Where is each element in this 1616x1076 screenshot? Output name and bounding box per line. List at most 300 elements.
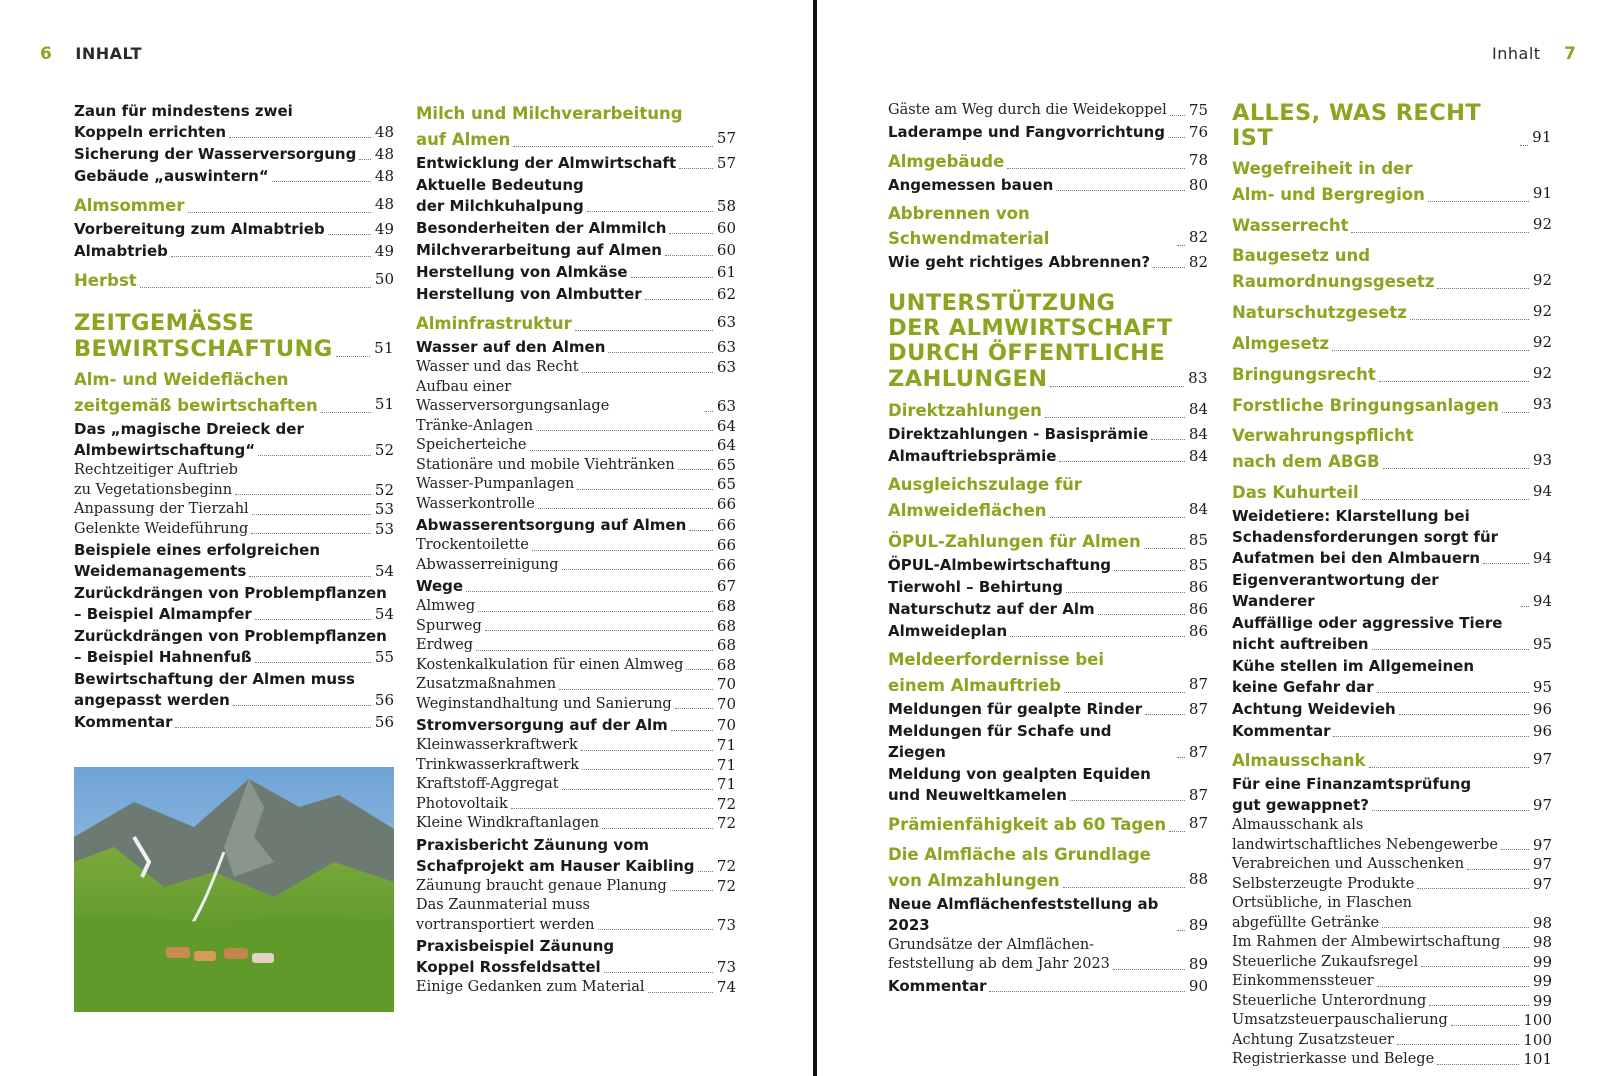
toc-page-number: 50: [374, 270, 394, 288]
toc-entry: [74, 311, 394, 362]
toc-entry: [1232, 656, 1552, 698]
toc-entry-title-line: ZAHLUNGEN: [888, 365, 1048, 392]
dot-leader: [1399, 714, 1529, 715]
dot-leader: [587, 211, 713, 212]
toc-page-number: 92: [1532, 333, 1552, 351]
toc-page-number: 89: [1188, 955, 1208, 973]
toc-entry: [888, 936, 1208, 975]
toc-entry: [416, 337, 736, 358]
toc-entry: [1232, 1011, 1552, 1031]
toc-entry: [416, 310, 736, 336]
toc-entry-title-line: ÖPUL-Zahlungen für Almen: [888, 531, 1141, 551]
dot-leader: [1429, 1005, 1529, 1006]
toc-page-number: 53: [374, 519, 394, 538]
dot-leader: [1410, 319, 1529, 320]
dot-leader: [175, 727, 370, 728]
toc-page-number: 63: [716, 397, 736, 415]
toc-page-number: 71: [716, 736, 736, 754]
toc-page-number: 62: [716, 285, 736, 303]
toc-entry: [74, 241, 394, 262]
dot-leader: [1010, 636, 1185, 637]
toc-entry: [74, 267, 394, 293]
toc-entry-title-line: Schadensforderungen sorgt für: [1232, 528, 1499, 546]
dot-leader: [1437, 288, 1528, 289]
toc-page-number: 96: [1532, 700, 1552, 718]
toc-entry-title-line: Praxisbericht Zäunung vom: [416, 835, 650, 854]
toc-entry-title-line: ZEITGEMÄSSE: [74, 310, 255, 336]
dot-leader: [608, 352, 713, 353]
toc-entry: [416, 153, 736, 174]
toc-page-number: 60: [716, 219, 736, 237]
dot-leader: [1351, 232, 1528, 233]
dot-leader: [272, 181, 371, 182]
toc-entry-title-line: Spurweg: [416, 617, 482, 634]
toc-entry-title-line: Kommentar: [1232, 722, 1331, 740]
toc-page-number: 66: [716, 555, 736, 574]
toc-page-number: 100: [1523, 1030, 1552, 1049]
dot-leader: [140, 287, 371, 288]
toc-entry-title-line: Schafprojekt am Hauser Kaibling: [416, 856, 695, 875]
toc-entry-title-line: Raumordnungsgesetz: [1232, 272, 1435, 291]
toc-page-number: 68: [716, 655, 736, 674]
toc-entry: [888, 555, 1208, 576]
toc-page-number: 63: [716, 358, 736, 376]
toc-entry-title-line: Baugesetz und: [1232, 246, 1371, 265]
dot-leader: [1177, 757, 1185, 758]
toc-entry: [74, 712, 394, 733]
dot-leader: [485, 630, 713, 631]
toc-entry-title-line: BEWIRTSCHAFTUNG: [74, 336, 333, 362]
toc-entry: [416, 978, 736, 998]
toc-entry: [416, 656, 736, 676]
toc-page-number: 65: [716, 455, 736, 474]
toc-entry-title-line: Direktzahlungen - Basisprämie: [888, 424, 1149, 443]
dot-leader: [235, 494, 371, 495]
toc-page-number: 85: [1188, 555, 1208, 574]
toc-column-3: [888, 101, 1208, 997]
dot-leader: [705, 411, 713, 412]
toc-entry: [888, 842, 1208, 893]
toc-entry: [1232, 570, 1552, 612]
toc-entry-title-line: Einkommenssteuer: [1232, 973, 1374, 989]
toc-entry: [416, 262, 736, 283]
toc-page-number: 101: [1523, 1050, 1552, 1068]
toc-page-number: 70: [716, 694, 736, 713]
toc-entry-title-line: Photovoltaik: [416, 795, 508, 812]
toc-page-number: 48: [374, 167, 394, 185]
dot-leader: [1437, 1064, 1519, 1065]
toc-entry: [416, 756, 736, 776]
toc-page-number: 96: [1532, 722, 1552, 740]
right-running-header: [1492, 44, 1576, 64]
toc-entry-title-line: Herstellung von Almkäse: [416, 263, 628, 281]
toc-entry: [888, 148, 1208, 174]
dot-leader: [478, 611, 713, 612]
toc-page-number: 52: [374, 480, 394, 499]
dot-leader: [1520, 145, 1528, 146]
dot-leader: [321, 412, 371, 413]
toc-entry-title-line: Kleinwasserkraftwerk: [416, 737, 578, 753]
toc-page-number: 87: [1188, 699, 1208, 718]
toc-page-number: 87: [1188, 742, 1208, 761]
toc-entry: [1232, 953, 1552, 973]
toc-entry-title-line: – Beispiel Almampfer: [74, 605, 252, 623]
toc-entry-title-line: Almsommer: [74, 196, 185, 215]
dot-leader: [1379, 381, 1529, 382]
toc-entry-title-line: Besonderheiten der Almmilch: [416, 219, 667, 237]
toc-page-number: 66: [716, 516, 736, 534]
toc-entry-title-line: Weidetiere: Klarstellung bei: [1232, 507, 1470, 525]
toc-page-number: 98: [1532, 933, 1552, 951]
toc-entry: [416, 378, 736, 417]
dot-leader: [582, 372, 713, 373]
dot-leader: [359, 159, 371, 160]
toc-page-number: 87: [1188, 813, 1208, 832]
dot-leader: [1369, 767, 1529, 768]
toc-page-number: 94: [1532, 592, 1552, 610]
dot-leader: [562, 569, 713, 570]
dot-leader: [1050, 517, 1185, 518]
toc-page-number: 82: [1188, 252, 1208, 271]
toc-page-number: 56: [374, 691, 394, 709]
toc-page-number: 63: [716, 338, 736, 356]
toc-entry: [74, 166, 394, 187]
toc-entry-title-line: Anpassung der Tierzahl: [74, 501, 249, 517]
toc-entry: [74, 461, 394, 500]
dot-leader: [1007, 168, 1185, 169]
toc-entry: [416, 436, 736, 456]
dot-leader: [669, 233, 712, 234]
toc-page-number: 85: [1188, 530, 1208, 549]
dot-leader: [671, 730, 713, 731]
dot-leader: [1483, 563, 1529, 564]
toc-entry: [888, 252, 1208, 273]
toc-page-number: 80: [1188, 175, 1208, 194]
toc-entry: [1232, 392, 1552, 418]
toc-entry-title-line: von Almzahlungen: [888, 870, 1060, 890]
toc-entry: [74, 419, 394, 461]
toc-page-number: 66: [716, 536, 736, 554]
toc-entry-title-line: Wege: [416, 577, 464, 595]
toc-entry: [1232, 816, 1552, 855]
toc-entry-title-line: ÖPUL-Almbewirtschaftung: [888, 555, 1111, 574]
toc-entry-title-line: Gebäude „auswintern“: [74, 167, 269, 185]
toc-page-number: 83: [1188, 368, 1208, 387]
dot-leader: [536, 430, 713, 431]
toc-entry-title-line: Für eine Finanzamtsprüfung: [1232, 775, 1472, 793]
dot-leader: [251, 533, 371, 534]
toc-page-number: 54: [374, 605, 394, 623]
toc-entry-title-line: Eigenverantwortung der Wanderer: [1232, 571, 1439, 610]
toc-entry-title-line: Abwasserreinigung: [416, 556, 559, 573]
dot-leader: [1383, 468, 1529, 469]
right-page-title: Inhalt: [1492, 44, 1541, 63]
toc-entry: [416, 495, 736, 515]
toc-entry: [416, 218, 736, 239]
toc-entry-title-line: Gelenkte Weideführung: [74, 520, 249, 537]
toc-page-number: 72: [716, 794, 736, 813]
dot-leader: [1059, 461, 1184, 462]
dot-leader: [1467, 869, 1529, 870]
toc-entry: [888, 811, 1208, 837]
dot-leader: [577, 489, 713, 490]
alpine-pasture-photo: [74, 767, 394, 1012]
dot-leader: [1397, 1044, 1519, 1045]
dot-leader: [1177, 930, 1185, 931]
toc-entry: [416, 896, 736, 935]
dot-leader: [689, 530, 713, 531]
toc-entry-title-line: Meldung von gealpten Equiden: [888, 764, 1151, 783]
toc-entry: [1232, 299, 1552, 325]
toc-page-number: 73: [716, 915, 736, 934]
dot-leader: [1417, 888, 1529, 889]
dot-leader: [670, 890, 713, 891]
toc-entry-title-line: Im Rahmen der Almbewirtschaftung: [1232, 934, 1501, 950]
toc-entry-title-line: Das „magische Dreieck der: [74, 420, 304, 438]
toc-entry: [416, 736, 736, 756]
toc-entry-title-line: vortransportiert werden: [416, 916, 595, 933]
toc-entry: [74, 219, 394, 240]
toc-entry-title-line: Rechtzeitiger Auftrieb: [74, 462, 238, 478]
dot-leader: [675, 708, 713, 709]
dot-leader: [1151, 439, 1185, 440]
toc-page-number: 70: [716, 675, 736, 693]
dot-leader: [336, 356, 370, 357]
dot-leader: [513, 146, 713, 147]
toc-entry: [1232, 747, 1552, 773]
toc-entry: [1232, 1050, 1552, 1070]
toc-entry: [1232, 506, 1552, 569]
toc-page-number: 92: [1532, 364, 1552, 382]
toc-entry-title-line: Ortsübliche, in Flaschen: [1232, 895, 1412, 911]
toc-page-number: 56: [374, 713, 394, 731]
toc-entry: [888, 721, 1208, 763]
toc-entry-title-line: nach dem ABGB: [1232, 452, 1380, 471]
dot-leader: [686, 669, 712, 670]
toc-entry: [1232, 699, 1552, 720]
toc-entry: [1232, 721, 1552, 742]
toc-entry-title-line: Wasserkontrolle: [416, 495, 535, 512]
toc-page-number: 64: [716, 436, 736, 454]
toc-page-number: 93: [1532, 451, 1552, 469]
toc-page-number: 75: [1188, 101, 1208, 119]
toc-entry: [74, 626, 394, 668]
dot-leader: [1170, 115, 1185, 116]
toc-page-number: 74: [716, 978, 736, 996]
toc-entry-title-line: Alm- und Weideflächen: [74, 370, 289, 389]
toc-entry-title-line: Herstellung von Almbutter: [416, 285, 642, 303]
left-running-header: [40, 44, 142, 64]
dot-leader: [1372, 649, 1529, 650]
toc-page-number: 94: [1532, 549, 1552, 567]
toc-entry: [888, 599, 1208, 620]
toc-entry-title-line: Wasser auf den Almen: [416, 338, 606, 356]
toc-entry-title-line: Umsatzsteuerpauschalierung: [1232, 1012, 1448, 1028]
toc-entry: [888, 424, 1208, 445]
toc-page-number: 87: [1188, 785, 1208, 804]
dot-leader: [1428, 201, 1529, 202]
toc-page-number: 48: [374, 145, 394, 163]
toc-page-number: 86: [1188, 577, 1208, 596]
dot-leader: [188, 212, 371, 213]
toc-entry-title-line: gut gewappnet?: [1232, 796, 1369, 814]
toc-entry-title-line: zeitgemäß bewirtschaften: [74, 396, 318, 415]
toc-entry: [416, 715, 736, 736]
toc-entry: [74, 101, 394, 143]
toc-entry: [888, 291, 1208, 392]
toc-page-number: 71: [716, 755, 736, 774]
toc-entry-title-line: Auffällige oder aggressive Tiere: [1232, 614, 1503, 632]
toc-entry-title-line: – Beispiel Hahnenfuß: [74, 648, 252, 666]
toc-page-number: 94: [1532, 482, 1552, 500]
toc-page-number: 64: [716, 416, 736, 435]
toc-entry: [74, 520, 394, 540]
toc-page-number: 84: [1188, 424, 1208, 443]
toc-entry: [1232, 972, 1552, 992]
toc-entry-title-line: Praxisbeispiel Zäunung: [416, 937, 615, 955]
toc-entry: [1232, 156, 1552, 207]
toc-entry: [74, 583, 394, 625]
toc-entry-title-line: Selbsterzeugte Produkte: [1232, 875, 1415, 892]
dot-leader: [598, 929, 713, 930]
toc-entry-title-line: Almausschank: [1232, 751, 1366, 770]
toc-entry-title-line: der Milchkuhalpung: [416, 197, 584, 215]
toc-entry-title-line: Kommentar: [74, 713, 173, 731]
dot-leader: [1066, 592, 1185, 593]
toc-page-number: 78: [1188, 150, 1208, 169]
toc-page-number: 98: [1532, 913, 1552, 932]
dot-leader: [1333, 736, 1528, 737]
toc-page-number: 84: [1188, 499, 1208, 518]
toc-page-number: 68: [716, 616, 736, 635]
toc-entry-title-line: ALLES, WAS RECHT IST: [1232, 100, 1482, 151]
toc-entry: [416, 795, 736, 815]
toc-entry-title-line: Forstliche Bringungsanlagen: [1232, 396, 1500, 415]
dot-leader: [249, 576, 371, 577]
toc-entry-title-line: Kraftstoff-Aggregat: [416, 776, 559, 792]
toc-entry: [416, 417, 736, 437]
toc-entry: [1232, 992, 1552, 1012]
toc-entry: [416, 556, 736, 576]
toc-page-number: 99: [1532, 952, 1552, 971]
toc-column-4: [1232, 101, 1552, 1070]
toc-page-number: 63: [716, 313, 736, 331]
toc-entry-title-line: Gäste am Weg durch die Weidekoppel: [888, 102, 1167, 118]
toc-entry-title-line: UNTERSTÜTZUNG: [888, 289, 1116, 316]
toc-entry: [416, 240, 736, 261]
dot-leader: [581, 750, 713, 751]
toc-entry-title-line: Neue Almflächenfeststellung ab 2023: [888, 894, 1159, 934]
toc-entry: [416, 515, 736, 536]
dot-leader: [1050, 386, 1184, 387]
toc-entry-title-line: Kleine Windkraftanlagen: [416, 815, 600, 831]
dot-leader: [1169, 831, 1185, 832]
toc-entry-title-line: Verwahrungspflicht: [1232, 426, 1414, 445]
toc-entry-title-line: Bewirtschaftung der Almen muss: [74, 670, 355, 688]
toc-page-number: 87: [1188, 674, 1208, 693]
dot-leader: [1056, 190, 1185, 191]
left-page-number: 6: [40, 44, 52, 64]
toc-entry: [416, 675, 736, 695]
toc-entry-title-line: Kostenkalkulation für einen Almweg: [416, 656, 684, 673]
toc-page-number: 51: [374, 395, 394, 413]
toc-entry-title-line: Tierwohl – Behirtung: [888, 577, 1063, 596]
toc-entry: [416, 175, 736, 217]
toc-column-1: [74, 101, 394, 733]
toc-entry-title-line: Steuerliche Zukaufsregel: [1232, 953, 1419, 970]
toc-entry-title-line: Trinkwasserkraftwerk: [416, 756, 580, 773]
toc-page-number: 92: [1532, 302, 1552, 320]
toc-page-number: 97: [1532, 855, 1552, 873]
dot-leader: [1332, 350, 1529, 351]
toc-entry-title-line: Grundsätze der Almflächen-: [888, 936, 1095, 953]
dot-leader: [1070, 800, 1185, 801]
dot-leader: [1502, 412, 1529, 413]
toc-entry-title-line: Koppeln errichten: [74, 123, 227, 141]
toc-entry-title-line: nicht auftreiben: [1232, 635, 1369, 653]
toc-entry: [888, 699, 1208, 720]
toc-entry: [888, 201, 1208, 251]
toc-entry-title-line: Almweideflächen: [888, 500, 1047, 520]
toc-entry-title-line: Almweg: [416, 598, 476, 614]
toc-entry-title-line: Einige Gedanken zum Material: [416, 979, 645, 995]
dot-leader: [1451, 1025, 1520, 1026]
toc-entry-title-line: Almgebäude: [888, 151, 1005, 171]
toc-entry-title-line: Ausgleichszulage für: [888, 474, 1082, 494]
toc-page-number: 58: [716, 197, 736, 215]
toc-entry-title-line: feststellung ab dem Jahr 2023: [888, 956, 1110, 972]
toc-entry-title-line: Das Zaunmaterial muss: [416, 897, 590, 913]
toc-entry: [416, 536, 736, 556]
toc-page-number: 97: [1532, 835, 1552, 854]
right-page-number: 7: [1564, 44, 1576, 64]
toc-entry-title-line: Zurückdrängen von Problempflanzen: [74, 627, 387, 645]
toc-entry-title-line: Wegefreiheit in der: [1232, 159, 1413, 178]
toc-page-number: 91: [1532, 128, 1552, 146]
dot-leader: [538, 508, 713, 509]
dot-leader: [1113, 969, 1185, 970]
toc-entry-title-line: keine Gefahr dar: [1232, 678, 1374, 696]
toc-entry-title-line: Das Kuhurteil: [1232, 483, 1359, 502]
dot-leader: [1145, 714, 1185, 715]
toc-entry: [888, 894, 1208, 936]
toc-entry: [416, 475, 736, 495]
toc-page-number: 95: [1532, 678, 1552, 696]
toc-entry-title-line: Steuerliche Unterordnung: [1232, 992, 1427, 1009]
toc-page-number: 55: [374, 648, 394, 666]
toc-entry-title-line: Almbewirtschaftung“: [74, 441, 256, 459]
toc-entry-title-line: Wasser und das Recht: [416, 359, 579, 375]
toc-entry-title-line: Meldungen für Schafe und Ziegen: [888, 721, 1112, 761]
toc-entry-title-line: Zurückdrängen von Problempflanzen: [74, 584, 387, 602]
toc-entry: [74, 192, 394, 218]
toc-entry-title-line: Vorbereitung zum Almabtrieb: [74, 220, 325, 238]
toc-page-number: 100: [1523, 1011, 1552, 1029]
dot-leader: [1382, 927, 1529, 928]
toc-entry-title-line: Almauftriebsprämie: [888, 446, 1057, 465]
toc-entry-title-line: Aufatmen bei den Almbauern: [1232, 549, 1481, 567]
toc-entry: [1232, 933, 1552, 953]
toc-entry-title-line: Entwicklung der Almwirtschaft: [416, 154, 677, 172]
toc-entry-title-line: Wie geht richtiges Abbrennen?: [888, 252, 1151, 271]
dot-leader: [328, 234, 371, 235]
toc-entry-title-line: landwirtschaftliches Nebengewerbe: [1232, 836, 1498, 853]
toc-entry-title-line: Wasserrecht: [1232, 216, 1349, 235]
toc-entry-title-line: und Neuweltkamelen: [888, 785, 1067, 804]
toc-page-number: 76: [1188, 122, 1208, 141]
toc-page-number: 89: [1188, 915, 1208, 934]
toc-entry: [1232, 330, 1552, 356]
